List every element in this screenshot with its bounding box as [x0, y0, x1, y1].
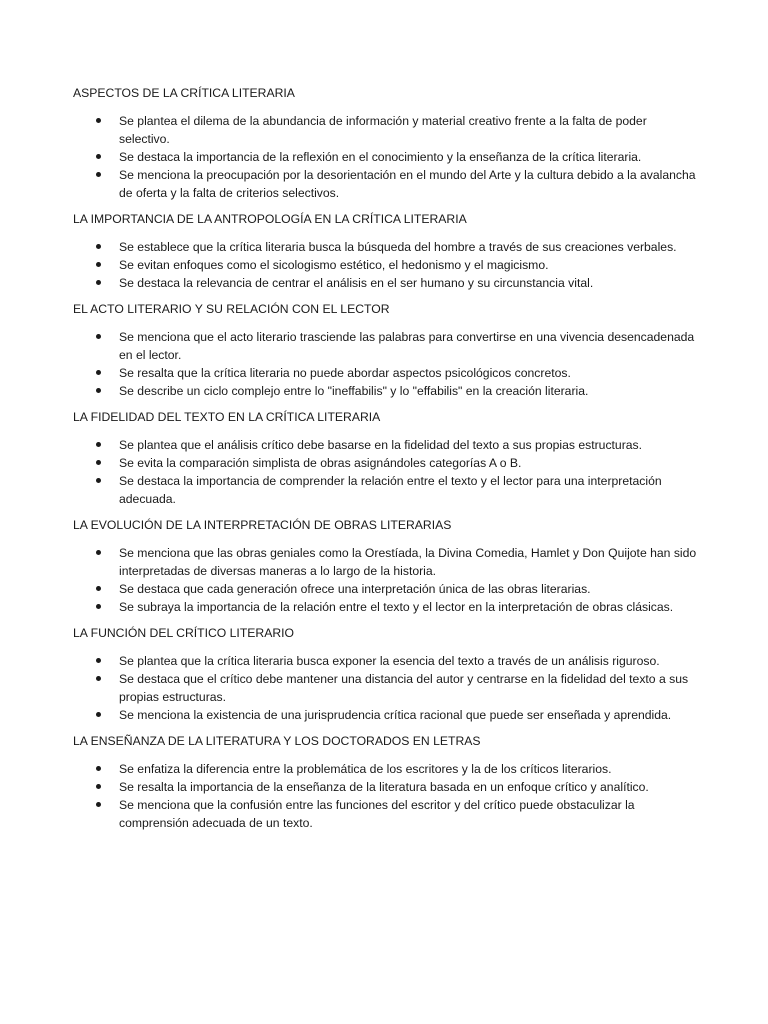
bullet-icon — [96, 766, 101, 771]
bullet-list — [73, 544, 698, 616]
list-item — [73, 274, 698, 292]
list-item-text: Se destaca que el crítico debe mantener una distancia del autor y centrarse en la fidelidad del texto a sus propias estructuras. — [119, 672, 689, 704]
list-item-text: Se evitan enfoques como el sicologismo estético, el hedonismo y el magicismo. — [119, 258, 549, 272]
list-item — [73, 454, 698, 472]
list-item — [73, 166, 698, 202]
list-item — [73, 256, 698, 274]
list-item — [73, 598, 698, 616]
list-item — [73, 472, 698, 508]
list-item — [73, 652, 698, 670]
list-item-text: Se destaca la relevancia de centrar el análisis en el ser humano y su circunstancia vital. — [119, 276, 594, 290]
list-item-text: Se menciona que las obras geniales como la Orestíada, la Divina Comedia, Hamlet y Don Quijote han sido interpretadas de diversas maneras a lo largo de la historia. — [119, 546, 697, 578]
bullet-list — [73, 760, 698, 832]
list-item-text: Se describe un ciclo complejo entre lo "ineffabilis" y lo "effabilis" en la creación literaria. — [119, 384, 589, 398]
bullet-list — [73, 112, 698, 202]
bullet-icon — [96, 118, 101, 123]
bullet-icon — [96, 388, 101, 393]
list-item-text: Se menciona que la confusión entre las funciones del escritor y del crítico puede obstaculizar la comprensión adecuada de un texto. — [119, 798, 635, 830]
document-body — [73, 85, 698, 841]
list-item — [73, 238, 698, 256]
list-item — [73, 328, 698, 364]
bullet-icon — [96, 370, 101, 375]
section-fidelidad — [73, 409, 698, 508]
bullet-list — [73, 436, 698, 508]
list-item-text: Se enfatiza la diferencia entre la problemática de los escritores y la de los críticos literarios. — [119, 762, 612, 776]
list-item — [73, 436, 698, 454]
list-item-text: Se resalta que la crítica literaria no puede abordar aspectos psicológicos concretos. — [119, 366, 571, 380]
bullet-icon — [96, 154, 101, 159]
list-item-text: Se plantea que el análisis crítico debe basarse en la fidelidad del texto a sus propias estructuras. — [119, 438, 643, 452]
section-aspectos — [73, 85, 698, 202]
bullet-icon — [96, 280, 101, 285]
section-heading: EL ACTO LITERARIO Y SU RELACIÓN CON EL LECTOR — [73, 302, 390, 316]
bullet-icon — [96, 550, 101, 555]
section-heading: LA ENSEÑANZA DE LA LITERATURA Y LOS DOCTORADOS EN LETRAS — [73, 734, 481, 748]
list-item-text: Se plantea el dilema de la abundancia de información y material creativo frente a la falta de poder selectivo. — [119, 114, 647, 146]
bullet-list — [73, 328, 698, 400]
bullet-icon — [96, 802, 101, 807]
bullet-list — [73, 652, 698, 724]
list-item-text: Se menciona que el acto literario trasciende las palabras para convertirse en una vivencia desencadenada en el lector. — [119, 330, 695, 362]
list-item-text: Se evita la comparación simplista de obras asignándoles categorías A o B. — [119, 456, 522, 470]
list-item — [73, 778, 698, 796]
list-item — [73, 796, 698, 832]
section-ensenanza — [73, 733, 698, 832]
bullet-icon — [96, 262, 101, 267]
bullet-icon — [96, 712, 101, 717]
list-item-text: Se subraya la importancia de la relación entre el texto y el lector en la interpretación de obras clásicas. — [119, 600, 674, 614]
list-item-text: Se destaca la importancia de comprender la relación entre el texto y el lector para una interpretación adecuada. — [119, 474, 662, 506]
bullet-icon — [96, 334, 101, 339]
bullet-icon — [96, 604, 101, 609]
bullet-icon — [96, 442, 101, 447]
section-acto-literario — [73, 301, 698, 400]
section-heading: ASPECTOS DE LA CRÍTICA LITERARIA — [73, 86, 295, 100]
list-item — [73, 706, 698, 724]
list-item-text: Se resalta la importancia de la enseñanza de la literatura basada en un enfoque crítico y analítico. — [119, 780, 649, 794]
section-antropologia — [73, 211, 698, 292]
list-item-text: Se destaca la importancia de la reflexión en el conocimiento y la enseñanza de la crítica literaria. — [119, 150, 642, 164]
list-item-text: Se menciona la preocupación por la desorientación en el mundo del Arte y la cultura debido a la avalancha de oferta y la falta de criterios selectivos. — [119, 168, 696, 200]
section-evolucion — [73, 517, 698, 616]
list-item — [73, 544, 698, 580]
list-item — [73, 148, 698, 166]
section-heading: LA IMPORTANCIA DE LA ANTROPOLOGÍA EN LA CRÍTICA LITERARIA — [73, 212, 467, 226]
bullet-icon — [96, 478, 101, 483]
list-item — [73, 580, 698, 598]
list-item — [73, 364, 698, 382]
bullet-icon — [96, 586, 101, 591]
section-funcion-critico — [73, 625, 698, 724]
list-item-text: Se menciona la existencia de una jurisprudencia crítica racional que puede ser enseñada y aprendida. — [119, 708, 672, 722]
section-heading: LA FIDELIDAD DEL TEXTO EN LA CRÍTICA LITERARIA — [73, 410, 381, 424]
list-item — [73, 760, 698, 778]
bullet-icon — [96, 244, 101, 249]
bullet-icon — [96, 172, 101, 177]
list-item — [73, 382, 698, 400]
bullet-icon — [96, 676, 101, 681]
bullet-icon — [96, 784, 101, 789]
bullet-icon — [96, 658, 101, 663]
list-item — [73, 670, 698, 706]
list-item-text: Se destaca que cada generación ofrece una interpretación única de las obras literarias. — [119, 582, 591, 596]
section-heading: LA EVOLUCIÓN DE LA INTERPRETACIÓN DE OBRAS LITERARIAS — [73, 518, 452, 532]
list-item-text: Se plantea que la crítica literaria busca exponer la esencia del texto a través de un análisis riguroso. — [119, 654, 660, 668]
list-item — [73, 112, 698, 148]
list-item-text: Se establece que la crítica literaria busca la búsqueda del hombre a través de sus creaciones verbales. — [119, 240, 677, 254]
section-heading: LA FUNCIÓN DEL CRÍTICO LITERARIO — [73, 626, 294, 640]
bullet-list — [73, 238, 698, 292]
bullet-icon — [96, 460, 101, 465]
